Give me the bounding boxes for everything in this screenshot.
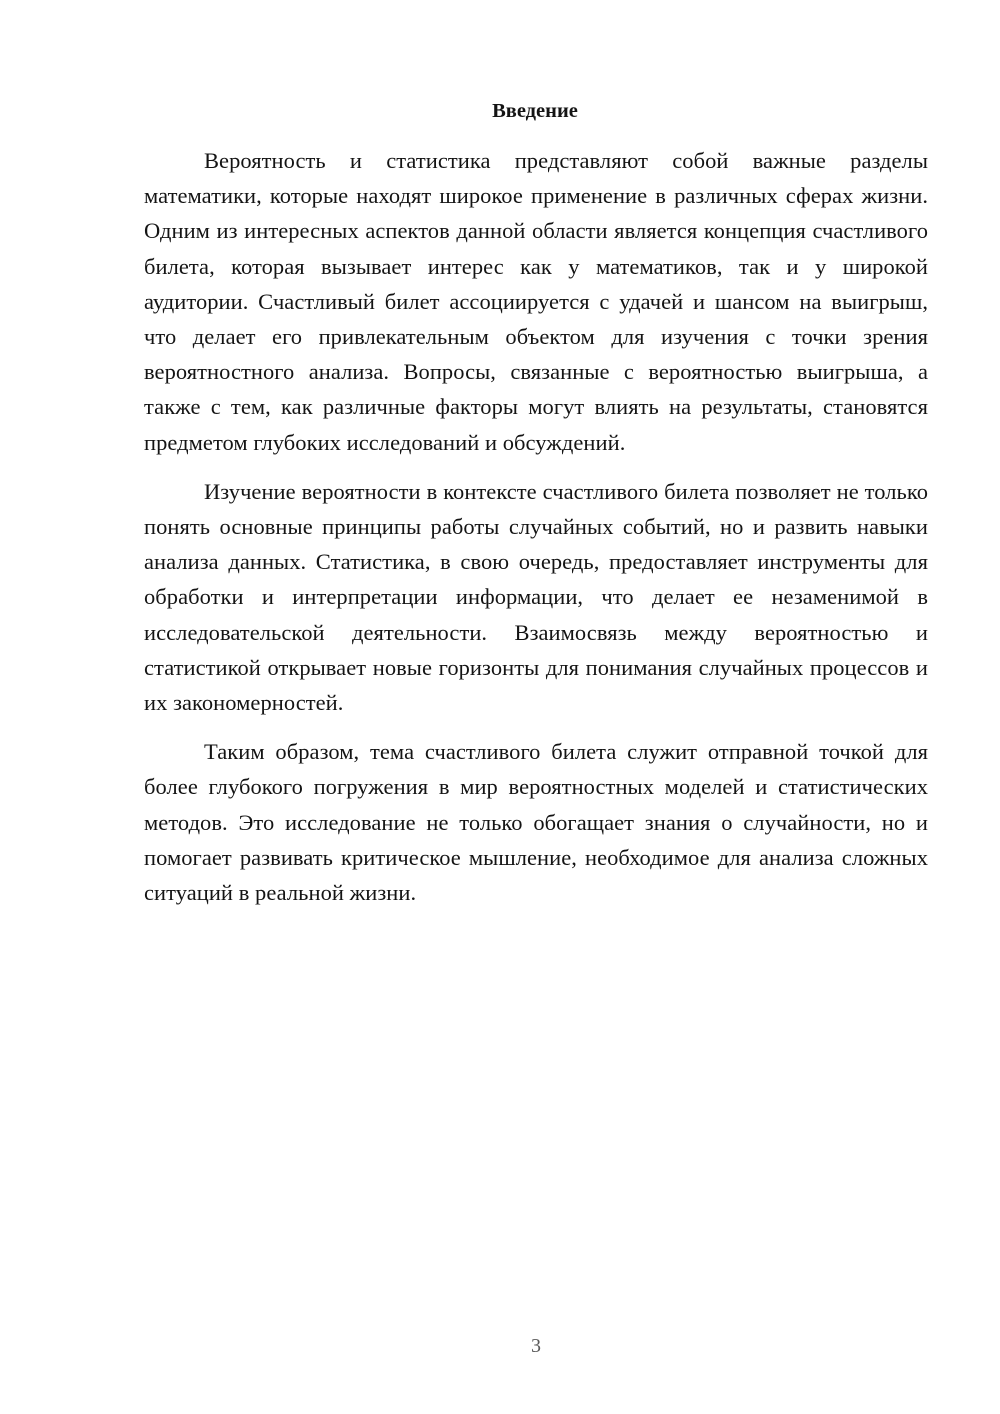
body-text [144, 143, 928, 924]
paragraph-2: Изучение вероятности в контексте счастливого билета позволяет не только понять основные принципы работы случайных событий, но и развить навыки анализа данных. Статистика, в свою очередь, предоставляет инструменты для обработки и интерпретации информации, что делает ее незаменимой в исследовательской деятельности. Взаимосвязь между вероятностью и статистикой открывает новые горизонты для понимания случайных процессов и их закономерностей. [144, 478, 928, 716]
paragraph-1: Вероятность и статистика представляют собой важные разделы математики, которые находят широкое применение в различных сферах жизни. Одним из интересных аспектов данной области является концепция счастливого билета, которая вызывает интерес как у математиков, так и у широкой аудитории. Счастливый билет ассоциируется с удачей и шансом на выигрыш, что делает его привлекательным объектом для изучения с точки зрения вероятностного анализа. Вопросы, связанные с вероятностью выигрыша, а также с тем, как различные факторы могут влиять на результаты, становятся предметом глубоких исследований и обсуждений. [144, 148, 928, 455]
paragraph-3: Таким образом, тема счастливого билета служит отправной точкой для более глубокого погружения в мир вероятностных моделей и статистических методов. Это исследование не только обогащает знания о случайности, но и помогает развивать критическое мышление, необходимое для анализа сложных ситуаций в реальной жизни. [144, 739, 928, 906]
section-title: Введение [492, 100, 578, 122]
page-number: 3 [531, 1335, 541, 1357]
